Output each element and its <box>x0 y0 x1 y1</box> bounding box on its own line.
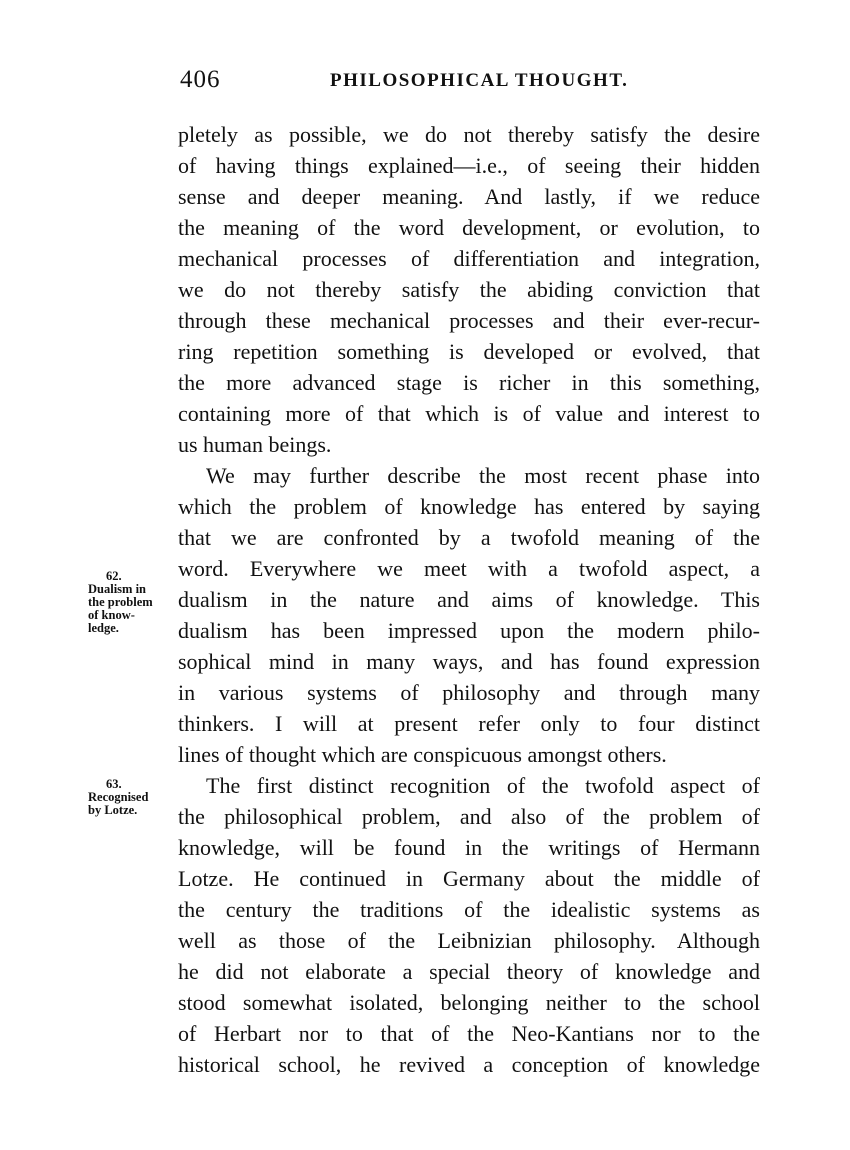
margin-note-62 <box>88 570 153 635</box>
text-line: pletely as possible, we do not thereby satisfy the desire <box>178 122 760 147</box>
text-line: we do not thereby satisfy the abiding conviction that <box>178 277 760 302</box>
text-line: the meaning of the word development, or evolution, to <box>178 215 760 240</box>
text-line: Lotze. He continued in Germany about the middle of <box>178 866 760 891</box>
margin-note-line: ledge. <box>88 621 119 635</box>
text-line: sophical mind in many ways, and has found expression <box>178 649 760 674</box>
text-line: mechanical processes of differentiation and integration, <box>178 246 760 271</box>
text-line: dualism has been impressed upon the modern philo- <box>178 618 760 643</box>
text-line: us human beings. <box>178 432 332 457</box>
text-line: We may further describe the most recent phase into <box>206 463 760 488</box>
text-line: lines of thought which are conspicuous amongst others. <box>178 742 667 767</box>
text-line: of having things explained—i.e., of seeing their hidden <box>178 153 760 178</box>
text-line: well as those of the Leibnizian philosophy. Although <box>178 928 760 953</box>
margin-note-number: 62. <box>106 569 122 583</box>
text-line: the century the traditions of the idealistic systems as <box>178 897 760 922</box>
margin-note-63 <box>88 778 148 817</box>
text-line: dualism in the nature and aims of knowledge. This <box>178 587 760 612</box>
text-line: ring repetition something is developed or evolved, that <box>178 339 760 364</box>
margin-note-line: Recognised <box>88 790 149 804</box>
margin-note-number: 63. <box>106 777 122 791</box>
margin-note-line: the problem <box>88 595 153 609</box>
text-line: the philosophical problem, and also of the problem of <box>178 804 760 829</box>
text-line: the more advanced stage is richer in this something, <box>178 370 760 395</box>
text-line: thinkers. I will at present refer only to four distinct <box>178 711 760 736</box>
margin-note-line: of know- <box>88 608 135 622</box>
margin-note-line: by Lotze. <box>88 803 138 817</box>
text-line: sense and deeper meaning. And lastly, if we reduce <box>178 184 760 209</box>
text-line: that we are confronted by a twofold meaning of the <box>178 525 760 550</box>
text-line: historical school, he revived a conception of knowledge <box>178 1052 760 1077</box>
running-title: PHILOSOPHICAL THOUGHT. <box>330 70 629 91</box>
text-line: through these mechanical processes and their ever-recur- <box>178 308 760 333</box>
text-line: The first distinct recognition of the twofold aspect of <box>206 773 760 798</box>
body-text <box>178 119 760 1080</box>
text-line: in various systems of philosophy and through many <box>178 680 760 705</box>
text-line: he did not elaborate a special theory of knowledge and <box>178 959 760 984</box>
text-line: of Herbart nor to that of the Neo-Kantians nor to the <box>178 1021 760 1046</box>
text-line: containing more of that which is of value and interest to <box>178 401 760 426</box>
text-line: word. Everywhere we meet with a twofold aspect, a <box>178 556 760 581</box>
text-line: which the problem of knowledge has entered by saying <box>178 494 760 519</box>
text-line: knowledge, will be found in the writings of Hermann <box>178 835 760 860</box>
page-header <box>180 66 758 96</box>
margin-note-line: Dualism in <box>88 582 147 596</box>
page-number: 406 <box>180 66 221 93</box>
text-line: stood somewhat isolated, belonging neither to the school <box>178 990 760 1015</box>
